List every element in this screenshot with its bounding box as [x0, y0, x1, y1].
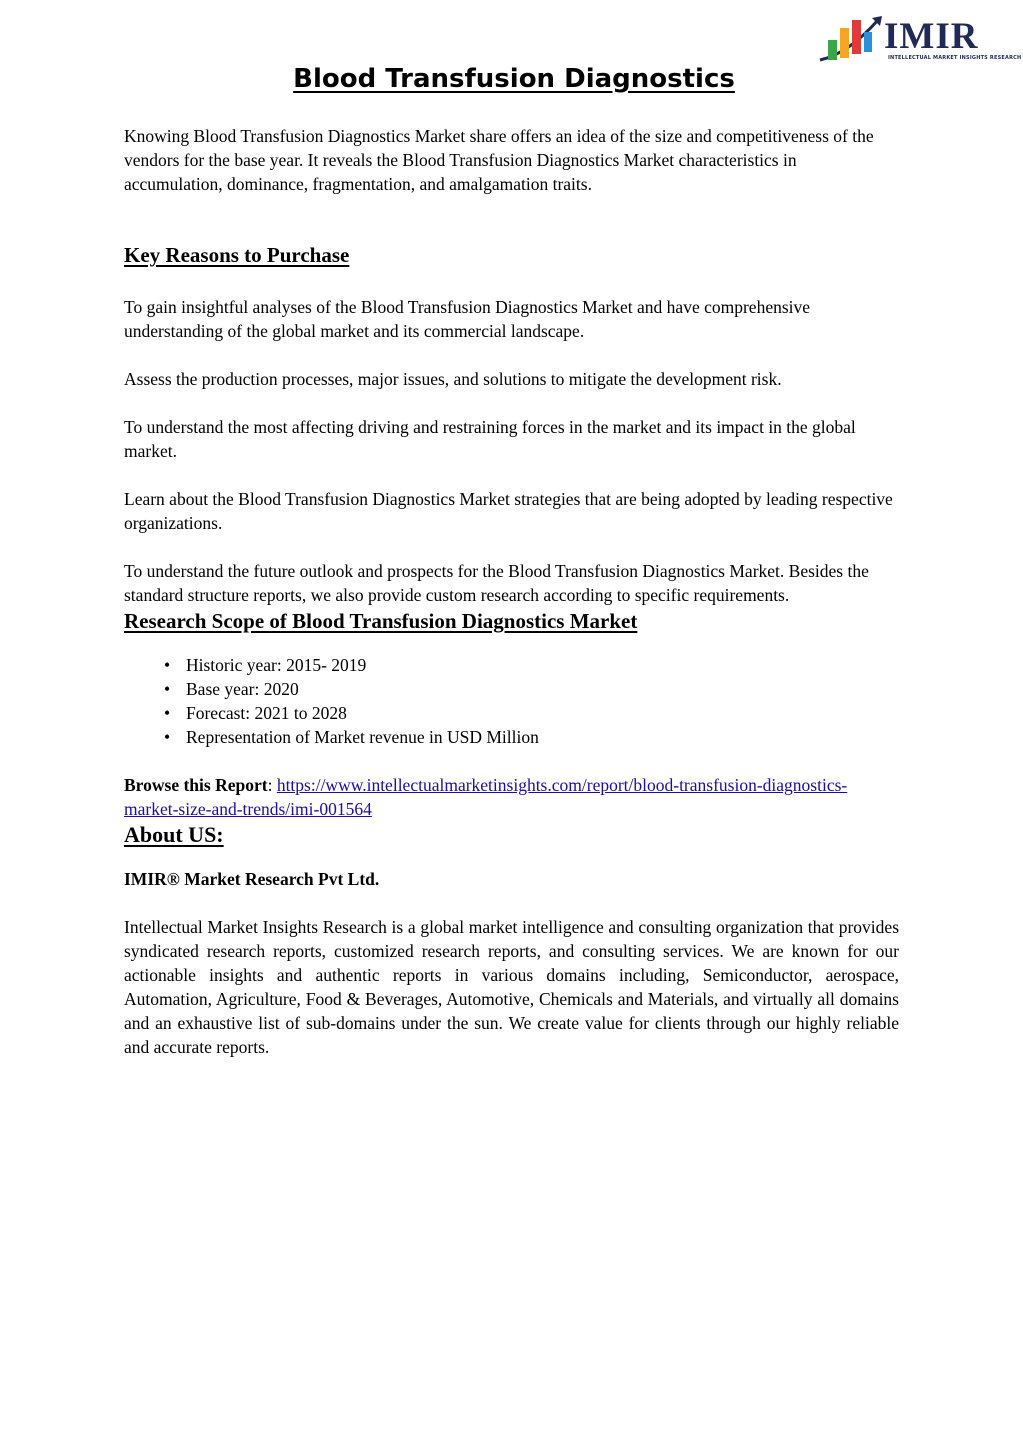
imir-logo: [818, 14, 1022, 66]
document-body: [124, 124, 899, 1059]
scope-item: • Representation of Market revenue in USD Million: [186, 725, 899, 749]
reason-item: Learn about the Blood Transfusion Diagnostics Market strategies that are being adopted by leading respective organizations.: [124, 489, 893, 533]
about-paragraph: Intellectual Market Insights Research is a global market intelligence and consulting organization that provides syndicated research reports, customized research reports, and consulting services. We are known for our actionable insights and authentic reports in various domains including, Semiconductor, aerospace, Automation, Agriculture, Food & Beverages, Automotive, Chemicals and Materials, and virtually all domains and an exhaustive list of sub-domains under the sun. We create value for clients through our highly reliable and accurate reports.: [124, 917, 899, 1057]
reasons-list: [124, 295, 899, 607]
browse-report-line: [124, 773, 899, 821]
browse-separator: :: [267, 775, 277, 795]
scope-list: [124, 653, 899, 749]
scope-item: • Base year: 2020: [186, 677, 899, 701]
reason-item: To understand the most affecting driving and restraining forces in the market and its impact in the global market.: [124, 417, 856, 461]
reason-item: To gain insightful analyses of the Blood Transfusion Diagnostics Market and have comprehensive understanding of the global market and its commercial landscape.: [124, 297, 811, 341]
about-heading: About US:: [124, 822, 224, 847]
reason-item: Assess the production processes, major issues, and solutions to mitigate the development risk.: [124, 369, 782, 389]
bar-chart-arrow-logo-icon: [818, 14, 884, 66]
logo-wordmark: IMIR: [884, 16, 979, 57]
intro-paragraph: Knowing Blood Transfusion Diagnostics Market share offers an idea of the size and competitiveness of the vendors for the base year. It reveals the Blood Transfusion Diagnostics Market characteristics in accumulation, dominance, fragmentation, and amalgamation traits.: [124, 126, 874, 194]
scope-item: • Forecast: 2021 to 2028: [186, 701, 899, 725]
reasons-heading: Key Reasons to Purchase: [124, 243, 350, 267]
browse-label: Browse this Report: [124, 775, 268, 795]
report-link[interactable]: https://www.intellectualmarketinsights.com/report/blood-transfusion-diagnostics-market-size-and-trends/imi-001564: [124, 775, 848, 819]
logo-tagline: INTELLECTUAL MARKET INSIGHTS RESEARCH: [888, 55, 1022, 61]
scope-item: • Historic year: 2015- 2019: [186, 653, 899, 677]
scope-heading: Research Scope of Blood Transfusion Diagnostics Market: [124, 609, 638, 633]
reason-item: To understand the future outlook and prospects for the Blood Transfusion Diagnostics Market. Besides the standard structure reports, we also provide custom research according to specific requirements.: [124, 561, 869, 605]
company-name: IMIR® Market Research Pvt Ltd.: [124, 869, 380, 889]
page-title: Blood Transfusion Diagnostics: [293, 64, 735, 94]
